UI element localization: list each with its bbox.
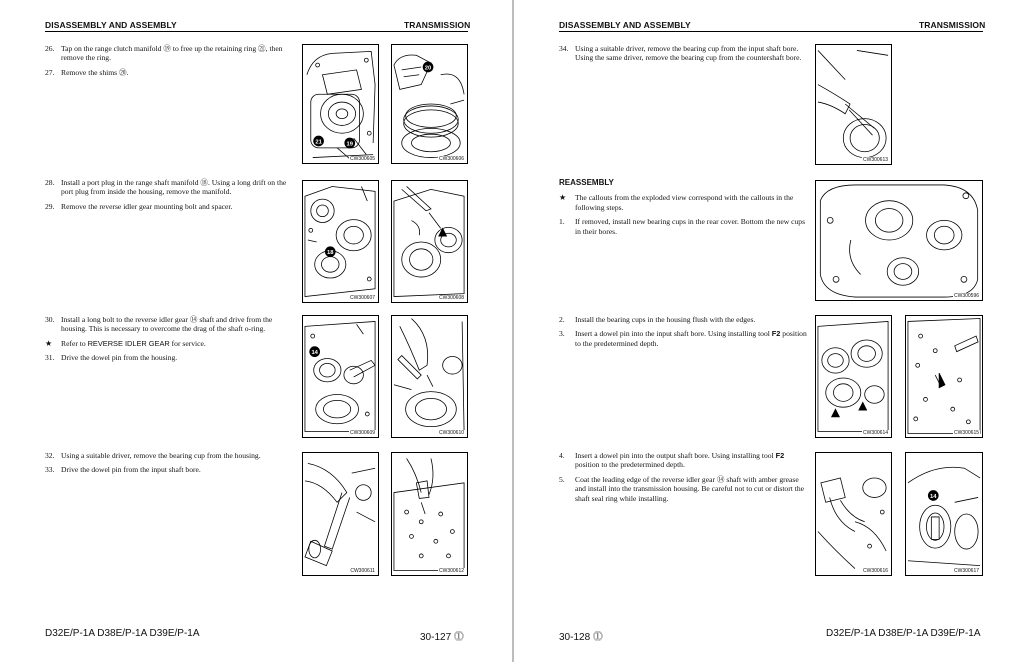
tool-f2: F2: [775, 451, 785, 460]
step-4: 4. Insert a dowel pin into the output shaft bore. Using installing tool F2 position to the predetermined depth.: [559, 451, 785, 470]
figure-input-shaft-bearing-cup: [815, 44, 892, 165]
figure-drive-dowel-input-bore: [391, 452, 468, 576]
step-3: 3. Insert a dowel pin into the input shaft bore. Using installing tool F2 position to the predetermined depth.: [559, 329, 807, 348]
right-header-section: DISASSEMBLY AND ASSEMBLY: [559, 20, 691, 30]
figure-code: CW300617: [953, 568, 979, 574]
step-1: 1. If removed, install new bearing cups in the rear cover. Bottom the new cups in their bores.: [559, 217, 806, 236]
step-5: 5. Coat the leading edge of the reverse idler gear ⑭ shaft with amber grease and install into the transmission housing. Be careful not to cut or distort the shaft seal ring while installing.: [559, 474, 805, 503]
callout-18: 18: [327, 250, 334, 257]
callout-20: 20: [424, 65, 432, 72]
figure-drive-dowel-pin: [391, 315, 468, 438]
step-27: 27. Remove the shims ⑳.: [45, 67, 129, 77]
figure-range-clutch-manifold: [302, 44, 379, 164]
left-footer-models: D32E/P-1A D38E/P-1A D39E/P-1A: [45, 628, 200, 639]
figure-range-shaft-manifold: [302, 180, 379, 303]
figure-housing-bearing-cups: [815, 315, 892, 438]
figure-code: CW300614: [862, 430, 888, 436]
left-header-chapter: TRANSMISSION: [404, 20, 471, 30]
step-26: 26. Tap on the range clutch manifold ⑲ to free up the retaining ring ㉑, then remove the ring.: [45, 44, 283, 63]
figure-code: CW300596: [953, 293, 979, 299]
callout-19: 19: [346, 141, 353, 148]
figure-idler-gear-bolt: [391, 180, 468, 303]
step-28: 28. Install a port plug in the range shaft manifold ⑱. Using a long drift on the port plug from inside the housing, remove the manifold.: [45, 178, 287, 197]
steps-block-26-27: [45, 44, 293, 82]
steps-reassembly-intro: [559, 178, 807, 241]
figure-code: CW300609: [349, 430, 375, 436]
figure-code: CW300610: [438, 430, 464, 436]
left-header-rule: [45, 31, 468, 32]
figure-code: CW300612: [438, 568, 464, 574]
figure-code: CW300606: [438, 156, 464, 162]
figure-code: CW300605: [349, 156, 375, 162]
left-footer-page-number: 30-127 ⓵: [420, 632, 464, 643]
left-header-section: DISASSEMBLY AND ASSEMBLY: [45, 20, 177, 30]
right-footer-models: D32E/P-1A D38E/P-1A D39E/P-1A: [826, 628, 981, 639]
figure-remove-bearing-cup: [302, 452, 379, 576]
right-header-rule: [559, 31, 983, 32]
callout-14: 14: [311, 350, 318, 357]
steps-block-28-29: [45, 178, 293, 216]
step-32: 32. Using a suitable driver, remove the bearing cup from the housing.: [45, 451, 261, 460]
steps-block-32-33: [45, 451, 293, 480]
step-33: 33. Drive the dowel pin from the input shaft bore.: [45, 465, 201, 475]
figure-input-shaft-dowel: [905, 315, 983, 438]
right-page: [514, 0, 1024, 662]
figure-code: CW300615: [953, 430, 979, 436]
figure-remove-shims: [391, 44, 468, 164]
steps-block-34: [559, 44, 807, 68]
right-footer-page-number: 30-128 ⓵: [559, 632, 603, 643]
figure-code: CW300608: [438, 295, 464, 301]
figure-reverse-idler-shaft: [302, 315, 379, 438]
callout-21: 21: [315, 139, 322, 146]
figure-code: CW300616: [862, 568, 888, 574]
note-callouts: ★ The callouts from the exploded view correspond with the callouts in the following steps.: [559, 193, 794, 212]
step-34: 34. Using a suitable driver, remove the bearing cup from the input shaft bore. Using the same driver, remove the bearing cup from the countershaft bore.: [559, 44, 802, 63]
figure-code: CW300613: [862, 157, 888, 163]
step-29: 29. Remove the reverse idler gear mounting bolt and spacer.: [45, 201, 233, 211]
steps-block-4-5: [559, 451, 807, 508]
note-reverse-idler-gear: ★ Refer to REVERSE IDLER GEAR for service.: [45, 338, 206, 348]
tool-f2: F2: [771, 329, 781, 339]
figure-rear-cover-bearing-cups: [815, 180, 983, 301]
figure-code: CW300607: [349, 295, 375, 301]
reverse-idler-gear-reference: REVERSE IDLER GEAR: [87, 338, 170, 348]
callout-14: 14: [930, 493, 937, 500]
right-header-chapter: TRANSMISSION: [919, 20, 986, 30]
step-2: 2. Install the bearing cups in the housing flush with the edges.: [559, 315, 756, 324]
figure-install-idler-shaft: [905, 452, 983, 576]
steps-block-30-31: [45, 315, 293, 368]
steps-block-2-3: [559, 315, 807, 353]
figure-output-shaft-dowel: [815, 452, 892, 576]
section-title-reassembly: REASSEMBLY: [559, 178, 614, 187]
step-30: 30. Install a long bolt to the reverse idler gear ⑭ shaft and drive from the housing. This is necessary to overcome the drag of the shaft o-ring.: [45, 315, 273, 334]
step-31: 31. Drive the dowel pin from the housing.: [45, 353, 178, 363]
figure-code: CW300611: [350, 568, 375, 574]
